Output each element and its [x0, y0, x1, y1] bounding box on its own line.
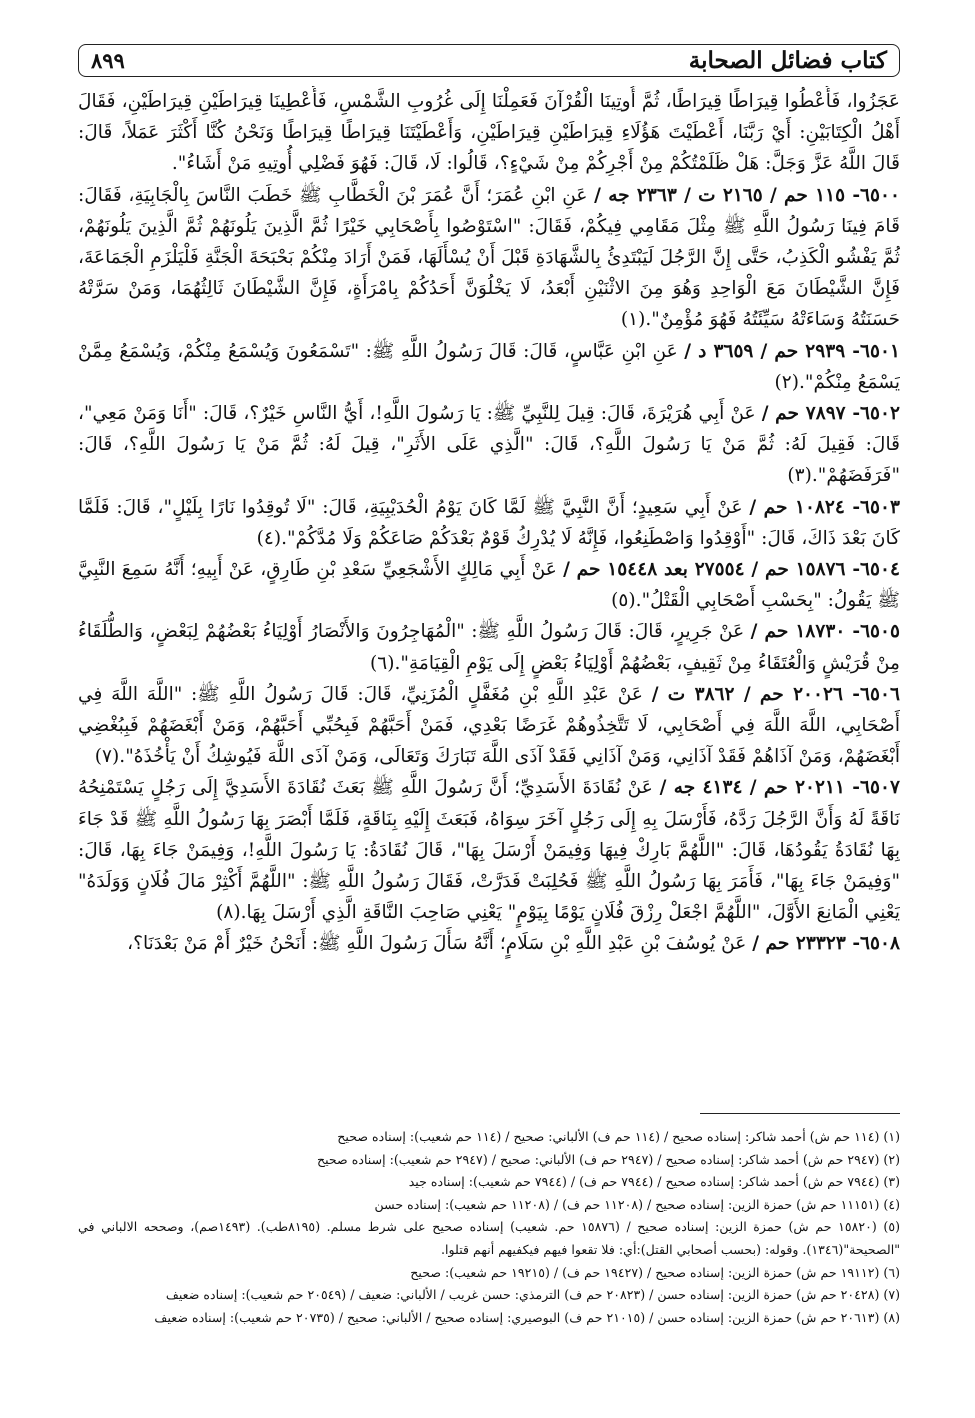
- page-number: ٨٩٩: [91, 48, 125, 73]
- hadith-text: عَنْ جَرِيرٍ، قَالَ: قَالَ رَسُولُ اللَّهِ ﷺ: "الْمُهَاجِرُونَ وَالأَنْصَارُ أَوْلِيَاءُ بَعْضُهُمْ لِبَعْضٍ، وَالطُّلَقَاءُ مِنْ قُرَيْشٍ وَالْعُتَقَاءُ مِنْ ثَقِيفٍ، بَعْضُهُمْ أَوْلِيَاءُ بَعْضٍ إِلَى يَوْمِ الْقِيَامَةِ".(٦): [78, 621, 900, 674]
- footnote: (٣) (٧٩٤٤ حم ش) أحمد شاكر: إسناده صحيح / (٧٩٤٤ حم ف) / (٧٩٤٤ حم شعيب): إسناده جيد: [408, 1174, 900, 1190]
- hadith-text: عَنْ نُقَادَةَ الأَسَدِيِّ؛ أَنَّ رَسُولَ اللَّهِ ﷺ بَعَثَ نُقَادَةَ الأَسَدِيَّ إِلَى رَجُلٍ يَسْتَمْنِحُهُ نَاقَةً لَهُ وَأَنَّ الرَّجُلَ رَدَّهُ، فَأَرْسَلَ بِهِ إِلَى رَجُلٍ آخَرَ سِوَاهُ، فَبَعَثَ إِلَيْهِ بِنَاقَةٍ، فَلَمَّا أَبْصَرَ بِهَا رَسُولُ اللَّهِ ﷺ قَدْ جَاءَ بِهَا نُقَادَةُ يَقُودُهَا، قَالَ: "اللَّهُمَّ بَارِكْ فِيهَا وَفِيمَنْ أَرْسَلَ بِهَا"، قَالَ نُقَادَةُ: يَا رَسُولَ اللَّهِ!، وَفِيمَنْ جَاءَ بِهَا، قَالَ: "وَفِيمَنْ جَاءَ بِهَا"، فَأَمَرَ بِهَا رَسُولُ اللَّهِ ﷺ فَحُلِبَتْ فَدَرَّتْ، فَقَالَ رَسُولُ اللَّهِ ﷺ: "اللَّهُمَّ أَكْثِرْ مَالَ فُلَانٍ وَوَلَدَهُ" يَعْنِي الْمَانِعَ الأَوَّلَ، "اللَّهُمَّ اجْعَلْ رِزْقَ فُلَانٍ يَوْمًا بِيَوْمٍ" يَعْنِي صَاحِبَ النَّاقَةِ الَّذِي أَرْسَلَ بِهَا.(٨): [78, 777, 900, 924]
- footnote: (٦) (١٩١١٢ حم ش) حمزة الزين: إسناده صحيح / (١٩٤٢٧ حم ف) / (١٩٢١٥ حم شعيب): صحيح: [410, 1264, 900, 1280]
- hadith-paragraph: [78, 772, 900, 928]
- hadith-text: عَنْ أَبِي هُرَيْرَةَ، قَالَ: قِيلَ لِلنَّبِيِّ ﷺ: يَا رَسُولَ اللَّهِ!، أَيُّ النَّاسِ خَيْرٌ؟، قَالَ: "أَنَا وَمَنْ مَعِي"، قَالَ: فَقِيلَ لَهُ: ثُمَّ مَنْ يَا رَسُولَ اللَّهِ؟، قَالَ: "الَّذِي عَلَى الأَثَرِ"، قِيلَ لَهُ: ثُمَّ مَنْ يَا رَسُولَ اللَّهِ؟، قَالَ: "فَرَفَضَهُمْ".(٣): [78, 403, 900, 487]
- hadith-paragraph: [78, 679, 900, 773]
- hadith-number: ٦٥٠٢- ٧٨٩٧ حم /: [761, 403, 900, 425]
- footnote: (١) (١١٤ حم ش) أحمد شاكر: إسناده صحيح / (١١٤ حم ف) الألباني: صحيح / (١١٤ حم شعيب): إسناده صحيح: [337, 1129, 900, 1144]
- hadith-number: ٦٥٠٥- ١٨٧٣٠ حم /: [750, 621, 900, 643]
- hadith-body: [78, 86, 900, 1098]
- hadith-number: ٦٥٠٣- ١٠٨٢٤ حم /: [749, 496, 900, 518]
- footnote: (٨) (٢٠٦١٣ حم ش) حمزة الزين: إسناده حسن / (٢١٠١٥ حم ف) البوصيري: إسناده صحيح / الألباني: صحيح / (٢٠٧٣٥ حم شعيب): إسناده ضعيف: [154, 1309, 900, 1325]
- hadith-paragraph: [78, 928, 900, 959]
- hadith-paragraph: [78, 180, 900, 336]
- hadith-paragraph: [78, 86, 900, 180]
- page-header: [78, 44, 900, 77]
- hadith-paragraph: [78, 554, 900, 616]
- footnote: (٧) (٢٠٤٢٨ حم ش) حمزة الزين: إسناده حسن / (٢٠٨٢٣ حم ف) الترمذي: حسن غريب / الألباني: ضعيف / (٢٠٥٤٩ حم شعيب): إسناده ضعيف: [165, 1287, 900, 1303]
- book-title: كتاب فضائل الصحابة: [688, 47, 887, 74]
- hadith-paragraph: [78, 492, 900, 554]
- footnote-separator: [700, 1113, 900, 1114]
- hadith-text: عَنْ أَبِي سَعِيدٍ؛ أَنَّ النَّبِيَّ ﷺ لَمَّا كَانَ يَوْمُ الْحُدَيْبِيَةِ، قَالَ: "لَا تُوقِدُوا نَارًا بِلَيْلٍ"، قَالَ: فَلَمَّا كَانَ بَعْدَ ذَاكَ، قَالَ: "أَوْقِدُوا وَاصْطَنِعُوا، فَإِنَّهُ لَا يُدْرِكُ قَوْمٌ بَعْدَكُمْ صَاعَكُمْ وَلَا مُدَّكُمْ".(٤): [78, 496, 900, 549]
- hadith-number: ٦٥٠٠- ١١٥ حم / ٢١٦٥ ت / ٢٣٦٣ جه /: [594, 184, 900, 206]
- hadith-number: ٦٥٠٧- ٢٠٢١١ حم / ٤١٣٤ جه /: [659, 777, 900, 799]
- footnote: (٤) (١١١٥١ حم ش) حمزة الزين: إسناده صحيح / (١١٢٠٨ حم ف) / (١١٢٠٨ حم شعيب): إسناده حسن: [374, 1196, 900, 1212]
- footnotes: [78, 1126, 900, 1396]
- hadith-paragraph: [78, 398, 900, 492]
- hadith-paragraph: [78, 616, 900, 678]
- footnote: (٢) (٢٩٤٧ حم ش) أحمد شاكر: إسناده صحيح / (٢٩٤٧ حم ف) الألباني: صحيح / (٢٩٤٧ حم شعيب): إسناده صحيح: [316, 1151, 900, 1167]
- hadith-text: عَنِ ابْنِ عُمَرَ؛ أَنَّ عُمَرَ بْنَ الْخَطَّابِ ﷺ خَطَبَ النَّاسَ بِالْجَابِيَةِ، فَقَالَ: قَامَ فِينَا رَسُولُ اللَّهِ ﷺ مِثْلَ مَقَامِي فِيكُمْ، فَقَالَ: "اسْتَوْصُوا بِأَصْحَابِي خَيْرًا ثُمَّ الَّذِينَ يَلُونَهُمْ ثُمَّ الَّذِينَ يَلُونَهُمْ، ثُمَّ يَفْشُو الْكَذِبُ، حَتَّى إِنَّ الرَّجُلَ لَيَبْتَدِئُ بِالشَّهَادَةِ قَبْلَ أَنْ يُسْأَلَهَا، فَمَنْ أَرَادَ مِنْكُمْ بَحْبَحَةَ الْجَنَّةِ فَلْيَلْزَمِ الْجَمَاعَةَ، فَإِنَّ الشَّيْطَانَ مَعَ الْوَاحِدِ وَهُوَ مِنَ الاثْنَيْنِ أَبْعَدُ، لَا يَخْلُوَنَّ أَحَدُكُمْ بِامْرَأَةٍ، فَإِنَّ الشَّيْطَانَ ثَالِثُهُمَا، وَمَنْ سَرَّتْهُ حَسَنَتُهُ وَسَاءَتْهُ سَيِّئَتُهُ فَهُوَ مُؤْمِنٌ".(١): [78, 184, 900, 331]
- hadith-text: عَنْ أَبِي مَالِكٍ الأَشْجَعِيِّ سَعْدِ بْنِ طَارِقٍ، عَنْ أَبِيهِ؛ أَنَّهُ سَمِعَ النَّبِيَّ ﷺ يَقُولُ: "بِحَسْبِ أَصْحَابِي الْقَتْلُ".(٥): [78, 559, 900, 612]
- hadith-text: عَجَزُوا، فَأُعْطُوا قِيرَاطًا قِيرَاطًا، ثُمَّ أُوتِينَا الْقُرْآنَ فَعَمِلْنَا إِلَى غُرُوبِ الشَّمْسِ، فَأُعْطِينَا قِيرَاطَيْنِ قِيرَاطَيْنِ، فَقَالَ أَهْلُ الْكِتَابَيْنِ: أَيْ رَبَّنَا، أَعْطَيْتَ هَؤُلَاءِ قِيرَاطَيْنِ قِيرَاطَيْنِ، وَأَعْطَيْتَنَا قِيرَاطًا قِيرَاطًا وَنَحْنُ كُنَّا أَكْثَرَ عَمَلاً، قَالَ: قَالَ اللَّهُ عَزَّ وَجَلَّ: هَلْ ظَلَمْتُكُمْ مِنْ أَجْرِكُمْ مِنْ شَيْءٍ؟، قَالُوا: لَا، قَالَ: فَهُوَ فَضْلِي أُوتِيهِ مَنْ أَشَاءُ".: [78, 91, 900, 175]
- hadith-text: عَنْ يُوسُفَ بْنِ عَبْدِ اللَّهِ بْنِ سَلَامٍ؛ أَنَّهُ سَأَلَ رَسُولَ اللَّهِ ﷺ: أَنَحْنُ خَيْرٌ أَمْ مَنْ بَعْدَنَا؟،: [127, 933, 747, 955]
- hadith-text: عَنْ عَبْدِ اللَّهِ بْنِ مُغَفَّلٍ الْمُزَنِيِّ، قَالَ: قَالَ رَسُولُ اللَّهِ ﷺ: "اللَّهَ اللَّهَ فِي أَصْحَابِي، اللَّهَ اللَّهَ فِي أَصْحَابِي، لَا تَتَّخِذُوهُمْ غَرَضًا بَعْدِي، فَمَنْ أَحَبَّهُمْ فَبِحُبِّي أَحَبَّهُمْ، وَمَنْ أَبْغَضَهُمْ فَبِبُغْضِي أَبْغَضَهُمْ، وَمَنْ آذَاهُمْ فَقَدْ آذَانِي، وَمَنْ آذَانِي فَقَدْ آذَى اللَّهَ تَبَارَكَ وَتَعَالَى، وَمَنْ آذَى اللَّهَ فَيُوشِكُ أَنْ يَأْخُذَهُ".(٧): [78, 683, 900, 768]
- hadith-text: عَنِ ابْنِ عَبَّاسٍ، قَالَ: قَالَ رَسُولُ اللَّهِ ﷺ: "تَسْمَعُونَ وَيُسْمَعُ مِنْكُمْ، وَيُسْمَعُ مِمَّنْ يَسْمَعُ مِنْكُمْ".(٢): [78, 340, 900, 393]
- hadith-paragraph: [78, 336, 900, 398]
- hadith-number: ٦٥٠٦- ٢٠٠٢٦ حم / ٣٨٦٢ ت /: [651, 683, 900, 705]
- hadith-number: ٦٥٠٤- ١٥٨٧٦ حم / ٢٧٥٥٤ بعد ١٥٤٤٨ حم /: [563, 559, 900, 581]
- hadith-number: ٦٥٠٨- ٢٣٣٢٣ حم /: [752, 933, 900, 955]
- footnote: (٥) (١٥٨٢٠ حم ش) حمزة الزين: إسناده صحيح / (١٥٨٧٦ حم. شعيب) إسناده صحيح على شرط مسلم. (٨١٩٥طب). (١٤٩٣صم)، وصححه الالباني في "الصحيحة"(١٣٤٦). وقوله: (بحسب أصحابي القتل):أي: فلا تقعوا فيهم فيكفيهم أنهم قتلوا.: [78, 1219, 900, 1257]
- hadith-number: ٦٥٠١- ٢٩٣٩ حم / ٣٦٥٩ د /: [684, 340, 900, 362]
